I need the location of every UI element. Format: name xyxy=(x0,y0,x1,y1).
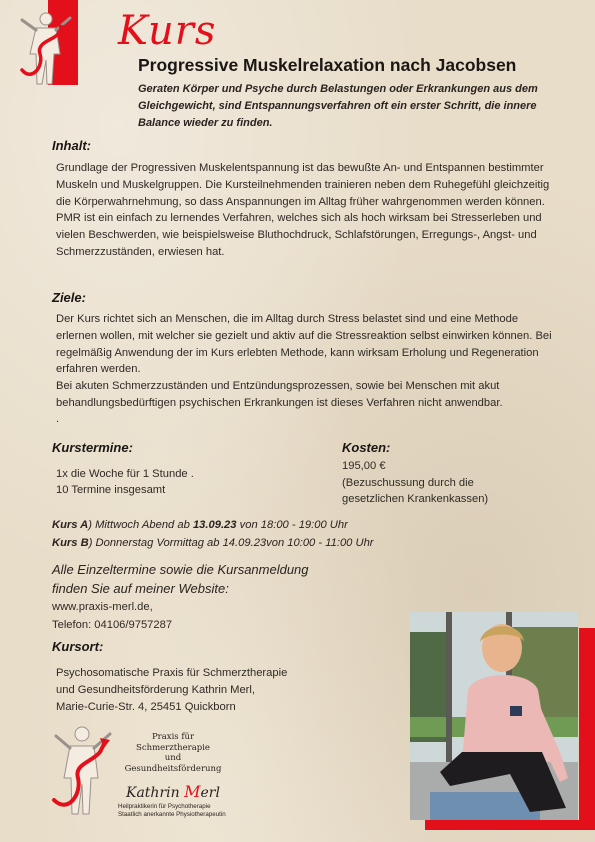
course-a: Kurs A) Mittwoch Abend ab 13.09.23 von 18:00 - 19:00 Uhr xyxy=(52,519,348,531)
ziele-text-warning: Bei akuten Schmerzzuständen und Entzündungsprozessen, sowie bei Menschen mit akut behandlungsbedürftigen psychischen Erkrankungen ist dieses Verfahren nicht anwendbar. xyxy=(56,380,503,409)
course-dates xyxy=(52,517,374,552)
logo-name: Kathrin Merl xyxy=(126,782,220,801)
kurs-script-title: Kurs xyxy=(118,8,217,54)
inhalt-text: Grundlage der Progressiven Muskelentspannung ist das bewußte An- und Entspannen bestimmter Muskeln und Muskelgruppen. Die Kursteilnehmenden trainieren neben dem Ruhegefühl gleichzeitig die Körperwahrnehmung, so dass Anspannungen im Alltag früher wahrgenommen werden können. PMR ist ein einfach zu lernendes Verfahren, welches sich als hoch wirksam bei Stresserleben und vielen Beschwerden, wie beispielsweise Bluthochdruck, Schlafstörungen, Erregungs-, Angst- und Schmerzzuständen, erwiesen hat. xyxy=(56,162,550,258)
logo-practice-text: Praxis für Schmerztherapie und Gesundheitsförderung xyxy=(124,732,222,774)
inhalt-heading: Inhalt: xyxy=(52,138,91,153)
online-info: Alle Einzeltermine sowie die Kursanmeldung finden Sie auf meiner Website: xyxy=(52,562,309,596)
ziele-heading: Ziele: xyxy=(52,290,86,305)
praxis-logo-figure-icon xyxy=(48,722,118,822)
kursort-heading: Kursort: xyxy=(52,639,104,654)
intro-text: Geraten Körper und Psyche durch Belastungen oder Erkrankungen aus dem Gleichgewicht, sind Entspannungsverfahren oft ein erster Schritt, die innere Balance wieder zu finden. xyxy=(138,83,538,129)
kosten-note-2: gesetzlichen Krankenkassen) xyxy=(342,493,489,505)
kosten-note-1: (Bezuschussung durch die xyxy=(342,477,474,489)
kurstermine-heading: Kurstermine: xyxy=(52,440,133,455)
figure-logo-icon xyxy=(14,10,74,90)
phone-number: Telefon: 04106/9757287 xyxy=(52,619,173,631)
red-accent-bar-photo-bottom xyxy=(425,820,595,830)
kosten-heading: Kosten: xyxy=(342,440,391,455)
website-link[interactable]: www.praxis-merl.de, xyxy=(52,601,153,613)
kurstermine-line-1: 1x die Woche für 1 Stunde . xyxy=(56,468,194,480)
ziele-dot: . xyxy=(56,413,60,425)
kursort-line-3: Marie-Curie-Str. 4, 25451 Quickborn xyxy=(56,701,236,713)
logo-subtitle: Heilpraktikerin für Psychotherapie Staatlich anerkannte Physiotherapeutin xyxy=(118,803,226,818)
kursort-line-2: und Gesundheitsförderung Kathrin Merl, xyxy=(56,684,256,696)
instructor-photo xyxy=(410,612,578,820)
kursort-line-1: Psychosomatische Praxis für Schmerztherapie xyxy=(56,667,288,679)
ziele-text-main: Der Kurs richtet sich an Menschen, die im Alltag durch Stress belastet sind und eine Methode erlernen wollen, mit welcher sie gezielt und aktiv auf die Stressreaktion selbst einwirken können. Bei regelmäßig Anwendung der im Kurs erlebten Methode, kann wirksam Erholung und Regeneration erfahren werden. xyxy=(56,313,552,376)
kurstermine-line-2: 10 Termine insgesamt xyxy=(56,484,166,496)
page-title: Progressive Muskelrelaxation nach Jacobsen xyxy=(138,55,517,75)
kosten-price: 195,00 € xyxy=(342,460,386,472)
red-accent-bar-photo-right xyxy=(579,628,595,828)
course-b: Kurs B) Donnerstag Vormittag ab 14.09.23von 10:00 - 11:00 Uhr xyxy=(52,536,374,549)
